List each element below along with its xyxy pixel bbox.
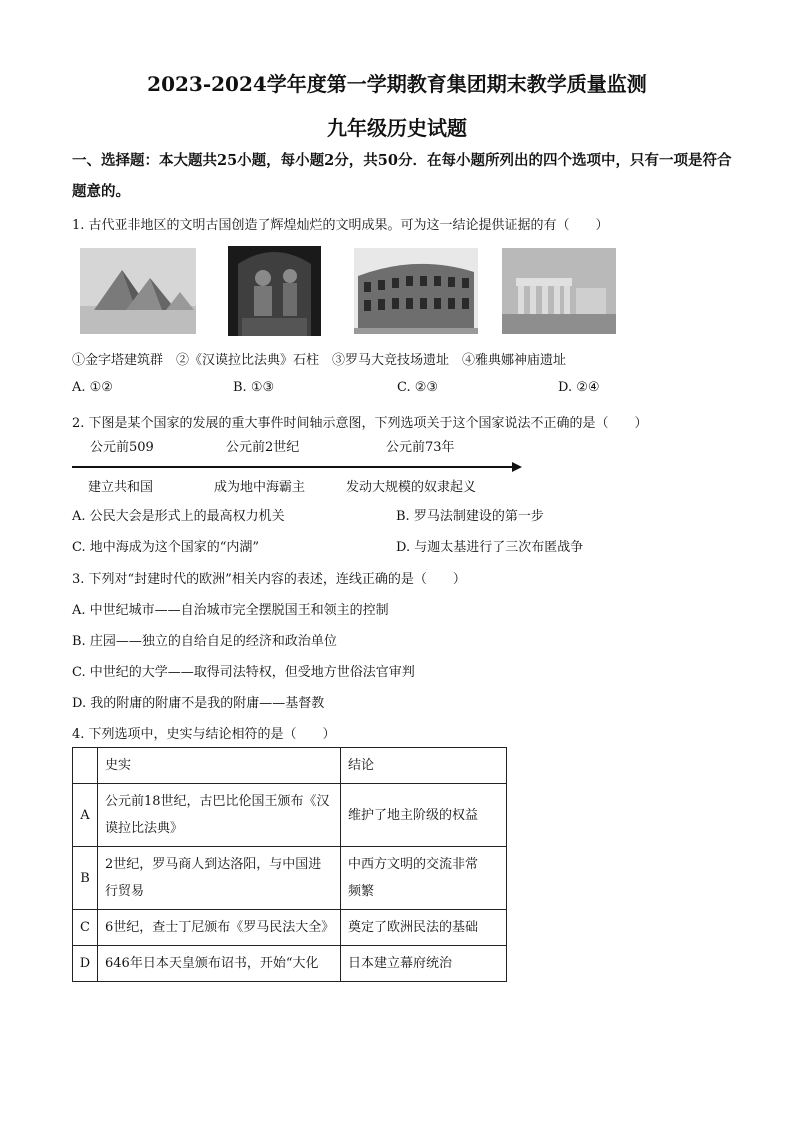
question-2-stem: 2. 下图是某个国家的发展的重大事件时间轴示意图，下列选项关于这个国家说法不正确的是（ ） [72,416,648,431]
question-1-stem: 1. 古代亚非地区的文明古国创造了辉煌灿烂的文明成果。可为这一结论提供证据的有（ ） [72,218,609,233]
timeline-date: 公元前509 [90,440,154,455]
section-heading: 一、选择题：本大题共25小题，每小题2分，共50分．在每小题所列出的四个选项中，只有一项是符合题意的。 [72,152,732,200]
q1-option-b[interactable]: B. ①③ [233,380,275,395]
table-header-row [73,748,507,784]
q2-option-a[interactable]: A. 公民大会是形式上的最高权力机关 [72,509,285,524]
row-letter: B [73,847,98,910]
row-letter: D [73,946,98,982]
timeline-diagram [72,436,532,496]
table-row [73,784,507,847]
conclusion-line: 频繁 [348,884,375,899]
q3-option-b[interactable]: B. 庄园——独立的自给自足的经济和政治单位 [72,634,337,649]
conclusion-cell [341,910,507,946]
conclusion-line: 日本建立幕府统治 [348,956,453,971]
q3-option-a[interactable]: A. 中世纪城市——自治城市完全摆脱国王和领主的控制 [72,603,389,618]
question-1-caption: ①金字塔建筑群 ②《汉谟拉比法典》石柱 ③罗马大竞技场遗址 ④雅典娜神庙遗址 [72,353,567,368]
fact-line: 行贸易 [105,884,145,899]
fact-line: 公元前18世纪，古巴比伦国王颁布《汉 [105,794,330,809]
q2-option-c[interactable]: C. 地中海成为这个国家的“内湖” [72,540,260,555]
timeline-event: 建立共和国 [88,480,154,495]
timeline-date: 公元前73年 [386,440,455,455]
conclusion-cell [341,946,507,982]
timeline-event: 成为地中海霸主 [214,480,306,495]
question-3-stem: 3. 下列对“封建时代的欧洲”相关内容的表述，连线正确的是（ ） [72,572,466,587]
fact-cell [98,910,341,946]
conclusion-line: 维护了地主阶级的权益 [348,807,479,823]
q3-option-c[interactable]: C. 中世纪的大学——取得司法特权，但受地方世俗法官审判 [72,665,415,680]
fact-cell [98,784,341,847]
question-4-stem: 4. 下列选项中，史实与结论相符的是（ ） [72,727,336,742]
q3-option-d[interactable]: D. 我的附庸的附庸不是我的附庸——基督教 [72,696,325,711]
exam-title: 2023-2024学年度第一学期教育集团期末教学质量监测 [147,72,647,96]
exam-subtitle: 九年级历史试题 [327,116,467,140]
q4-table [72,747,507,982]
q1-option-a[interactable]: A. ①② [72,380,113,395]
table-row [73,847,507,910]
fact-line: 6世纪，查士丁尼颁布《罗马民法大全》 [105,920,335,935]
timeline-event: 发动大规模的奴隶起义 [346,480,477,495]
q2-option-d[interactable]: D. 与迦太基进行了三次布匿战争 [396,540,584,555]
table-header-cell: 结论 [341,748,507,784]
table-header-cell [73,748,98,784]
q1-option-c[interactable]: C. ②③ [397,380,439,395]
timeline-axis [72,466,512,468]
conclusion-line: 奠定了欧洲民法的基础 [348,920,479,935]
q2-option-b[interactable]: B. 罗马法制建设的第一步 [396,509,544,524]
q1-option-d[interactable]: D. ②④ [558,380,600,395]
table-header-cell: 史实 [98,748,341,784]
timeline-arrow-icon [512,462,522,472]
conclusion-line: 中西方文明的交流非常 [348,857,479,872]
fact-line: 2世纪，罗马商人到达洛阳，与中国进 [105,857,322,872]
conclusion-cell [341,847,507,910]
code-of-hammurabi-stele-photo [228,246,321,336]
table-row [73,946,507,982]
conclusion-cell [341,784,507,847]
pyramids-photo [80,248,196,334]
roman-colosseum-photo [354,248,478,334]
row-letter: C [73,910,98,946]
fact-line: 谟拉比法典》 [105,821,184,836]
row-letter: A [73,784,98,847]
athena-temple-ruins-photo [502,248,616,334]
fact-line: 646年日本天皇颁布诏书，开始“大化 [105,956,319,971]
timeline-date: 公元前2世纪 [226,440,300,455]
table-row [73,910,507,946]
fact-cell [98,946,341,982]
fact-cell [98,847,341,910]
